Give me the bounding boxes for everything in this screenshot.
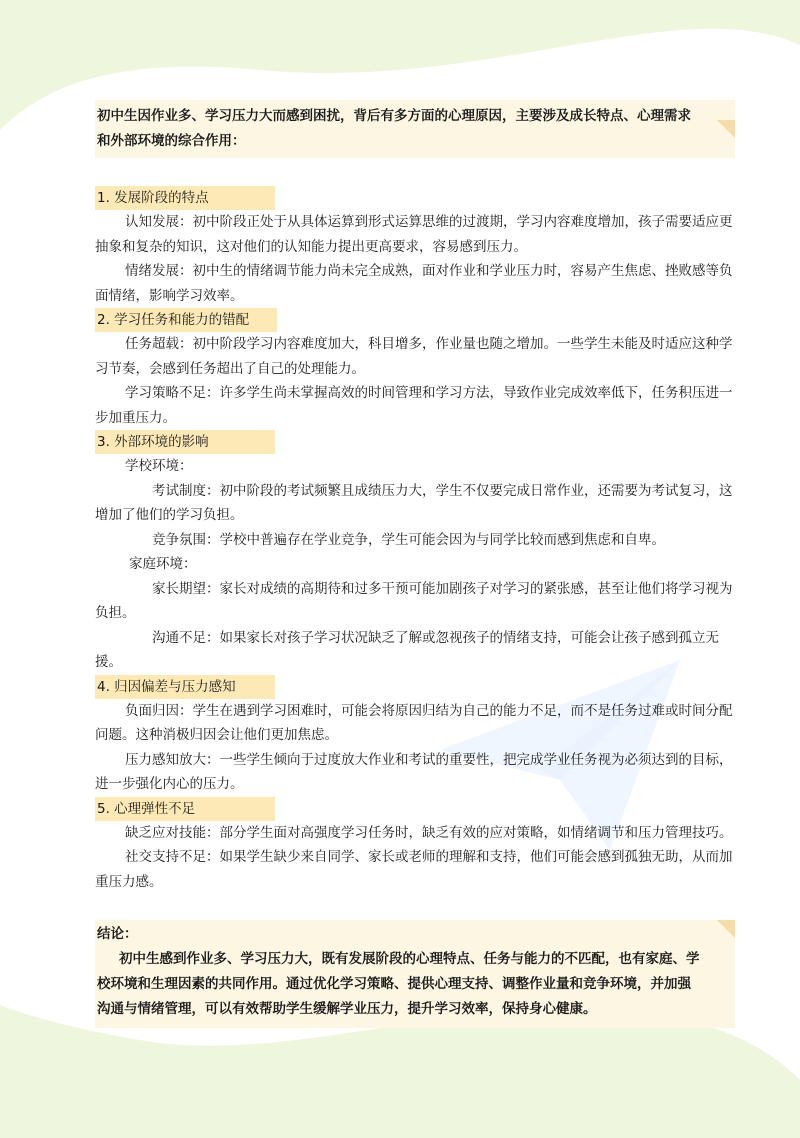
conclusion-text: 初中生感到作业多、学习压力大，既有发展阶段的心理特点、任务与能力的不匹配，也有家庭、学校环境和生理因素的共同作用。通过优化学习策略、提供心理支持、调整作业量和竞争环境，并加强沟通与情绪管理，可以有效帮助学生缓解学业压力，提升学习效率，保持身心健康。 <box>97 951 700 1017</box>
section-heading: 1. 发展阶段的特点 <box>95 186 275 210</box>
paragraph: 压力感知放大：一些学生倾向于过度放大作业和考试的重要性，把完成学业任务视为必须达到的目标，进一步强化内心的压力。 <box>95 751 733 792</box>
paragraph: 缺乏应对技能：部分学生面对高强度学习任务时，缺乏有效的应对策略，如情绪调节和压力管理技巧。 <box>125 824 733 841</box>
intro-box <box>95 100 735 158</box>
section-attribution <box>95 675 735 797</box>
paragraph: 家长期望：家长对成绩的高期待和过多干预可能加剧孩子对学习的紧张感，甚至让他们将学习视为负担。 <box>95 580 733 621</box>
section-environment <box>95 430 735 675</box>
paragraph: 学习策略不足：许多学生尚未掌握高效的时间管理和学习方法，导致作业完成效率低下，任务积压进一步加重压力。 <box>95 385 733 426</box>
corner-fold <box>717 920 735 938</box>
paragraph: 竞争氛围：学校中普遍存在学业竞争，学生可能会因为与同学比较而感到焦虑和自卑。 <box>152 531 665 548</box>
subheading-family: 家庭环境： <box>129 556 197 572</box>
paragraph: 负面归因：学生在遇到学习困难时，可能会将原因归结为自己的能力不足，而不是任务过难或时间分配问题。这种消极归因会让他们更加焦虑。 <box>95 702 733 743</box>
conclusion-label: 结论： <box>97 926 138 942</box>
section-mismatch <box>95 308 735 430</box>
paragraph: 考试制度：初中阶段的考试频繁且成绩压力大，学生不仅要完成日常作业，还需要为考试复习，这增加了他们的学习负担。 <box>95 482 733 523</box>
paragraph: 任务超载：初中阶段学习内容难度加大，科目增多，作业量也随之增加。一些学生未能及时适应这种学习节奏，会感到任务超出了自己的处理能力。 <box>95 336 733 377</box>
paragraph: 认知发展：初中阶段正处于从具体运算到形式运算思维的过渡期，学习内容难度增加，孩子需要适应更抽象和复杂的知识，这对他们的认知能力提出更高要求，容易感到压力。 <box>95 214 733 255</box>
paragraph: 沟通不足：如果家长对孩子学习状况缺乏了解或忽视孩子的情绪支持，可能会让孩子感到孤立无援。 <box>95 629 719 670</box>
document-body <box>95 100 735 1028</box>
section-heading: 4. 归因偏差与压力感知 <box>95 675 275 699</box>
section-resilience <box>95 797 735 895</box>
corner-fold <box>717 120 735 138</box>
section-development <box>95 186 735 308</box>
section-heading: 3. 外部环境的影响 <box>95 430 275 454</box>
intro-text: 初中生因作业多、学习压力大而感到困扰，背后有多方面的心理原因，主要涉及成长特点、心理需求和外部环境的综合作用： <box>97 108 691 149</box>
section-heading: 5. 心理弹性不足 <box>95 797 275 821</box>
section-heading: 2. 学习任务和能力的错配 <box>95 308 277 332</box>
subheading-school: 学校环境： <box>125 458 193 474</box>
paragraph: 情绪发展：初中生的情绪调节能力尚未完全成熟，面对作业和学业压力时，容易产生焦虑、挫败感等负面情绪，影响学习效率。 <box>95 263 733 304</box>
paragraph: 社交支持不足：如果学生缺少来自同学、家长或老师的理解和支持，他们可能会感到孤独无助，从而加重压力感。 <box>95 849 733 890</box>
conclusion-box <box>95 920 735 1028</box>
